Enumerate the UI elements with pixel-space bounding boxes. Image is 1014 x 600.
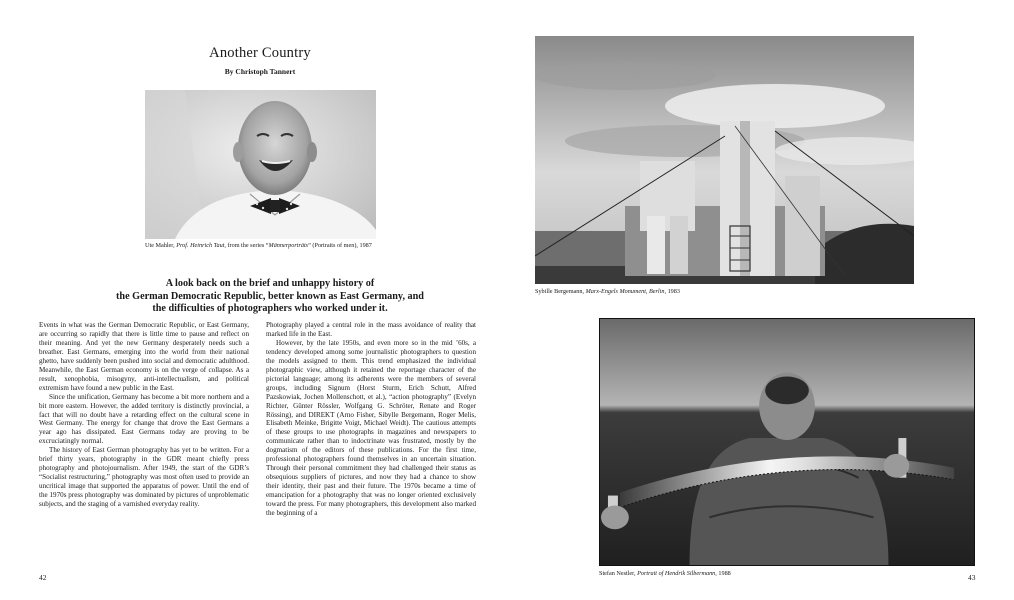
body-paragraph: However, by the late 1950s, and even more so in the mid ’60s, a tendency developed among some journalistic photographers to question the models assigned to them. This trend emphasized the individual photographic view, although it retained the reportage character of the pictorial language; among its adherents were the members of several groups, including Signum (Horst Sturm, Erich Schutt, Alfred Pazskowiak, Jochen Mollenschott, et al.), “action photography” (Evelyn Richter, Günter Rössler, Wolfgang G. Schröter, Renate and Roger Rössing), and DIREKT (Arno Fisher, Sibylle Bergemann, Roger Melis, Elisabeth Meinke, Brigitte Voigt, Michael Weidt). The cautious attempts of these groups to use photographs in magazines and newspapers to communicate rather than to indoctrinate was frustrated, mostly by the dogmatism of the editors of these publications. For the first time, professional photographers found themselves in an uncertain situation. Through their personal commitment they had challenged their status as obsequious suppliers of pictures, and now they had a chance to show their identity, their past and their future. The 1970s became a time of emancipation for a photography that was no longer oriented exclusively toward the press. For many photographers, this development also marked the beginning of a [266,338,476,518]
caption-artist: Sybille Bergemann, [535,288,586,295]
article-title: Another Country [209,45,311,61]
article-deck [60,278,480,316]
body-paragraph: The history of East German photography has yet to be written. For a brief thirty years, photography in the GDR meant chiefly press photography and photojournalism. After 1949, the start of the GDR’s “Socialist restructuring,” photography was most often used to provide an uncritical image that supported the apparatus of power. Until the end of the 1970s press photography was dominated by pictures of unproblematic subjects, and the staging of a varnished everyday reality. [39,446,249,509]
body-paragraph: Photography played a central role in the mass avoidance of reality that marked life in the East. [266,321,476,338]
photo-caption-taut [145,242,385,250]
byline: By Christoph Tannert [224,67,296,76]
deck-line: A look back on the brief and unhappy history of [165,278,375,289]
caption-series: Männerporträts [268,242,309,249]
body-paragraph: Since the unification, Germany has become a bit more northern and a bit more eastern. However, the added territory is distinctly provincial, a fact that will no doubt have a retarding effect on the cultural scene in West Germany. The energy for change that drove the East Germans a year ago has dissipated. East Germans today are proving to be excruciatingly normal. [39,392,249,446]
body-column-2 [266,321,476,518]
body-column-1 [39,321,249,509]
photo-man-with-saw [599,318,975,566]
caption-mid: , from the series “ [224,242,269,249]
caption-work-title: Marx-Engels Monument, Berlin [585,288,665,295]
caption-artist: Stefan Nestler, [599,570,638,577]
page-number-right: 43 [968,573,976,582]
page-number-left: 42 [39,573,47,582]
photo-laughing-man [145,90,376,239]
caption-end: ” (Portraits of men), 1987 [308,242,372,249]
caption-artist: Ute Mahler, [145,242,177,249]
photo-marx-engels-monument [535,36,914,284]
caption-work-title: Prof. Heinrich Taut [176,242,225,249]
photo-caption-bergemann [535,288,915,295]
photo-caption-silbermann [599,570,979,577]
body-paragraph: Events in what was the German Democratic Republic, or East Germany, are occurring so rapidly that there is little time to pause and reflect on their meaning. And yet the new Germany desperately needs such a breather. East Germans, emerging into the world from their national ghetto, have suddenly been pushed into social and democratic adulthood. Meanwhile, the East German economy is on the verge of collapse. As a result, xenophobia, misogyny, anti-intellectualism, and political extremism have found a new public in the East. [39,321,249,392]
caption-work-title: Portrait of Hendrik Silbermann [637,570,716,577]
caption-year: , 1988 [715,570,731,577]
deck-line: the German Democratic Republic, better known as East Germany, and [116,290,424,302]
caption-year: , 1983 [664,288,680,295]
deck-line: the difficulties of photographers who worked under it. [152,303,388,314]
